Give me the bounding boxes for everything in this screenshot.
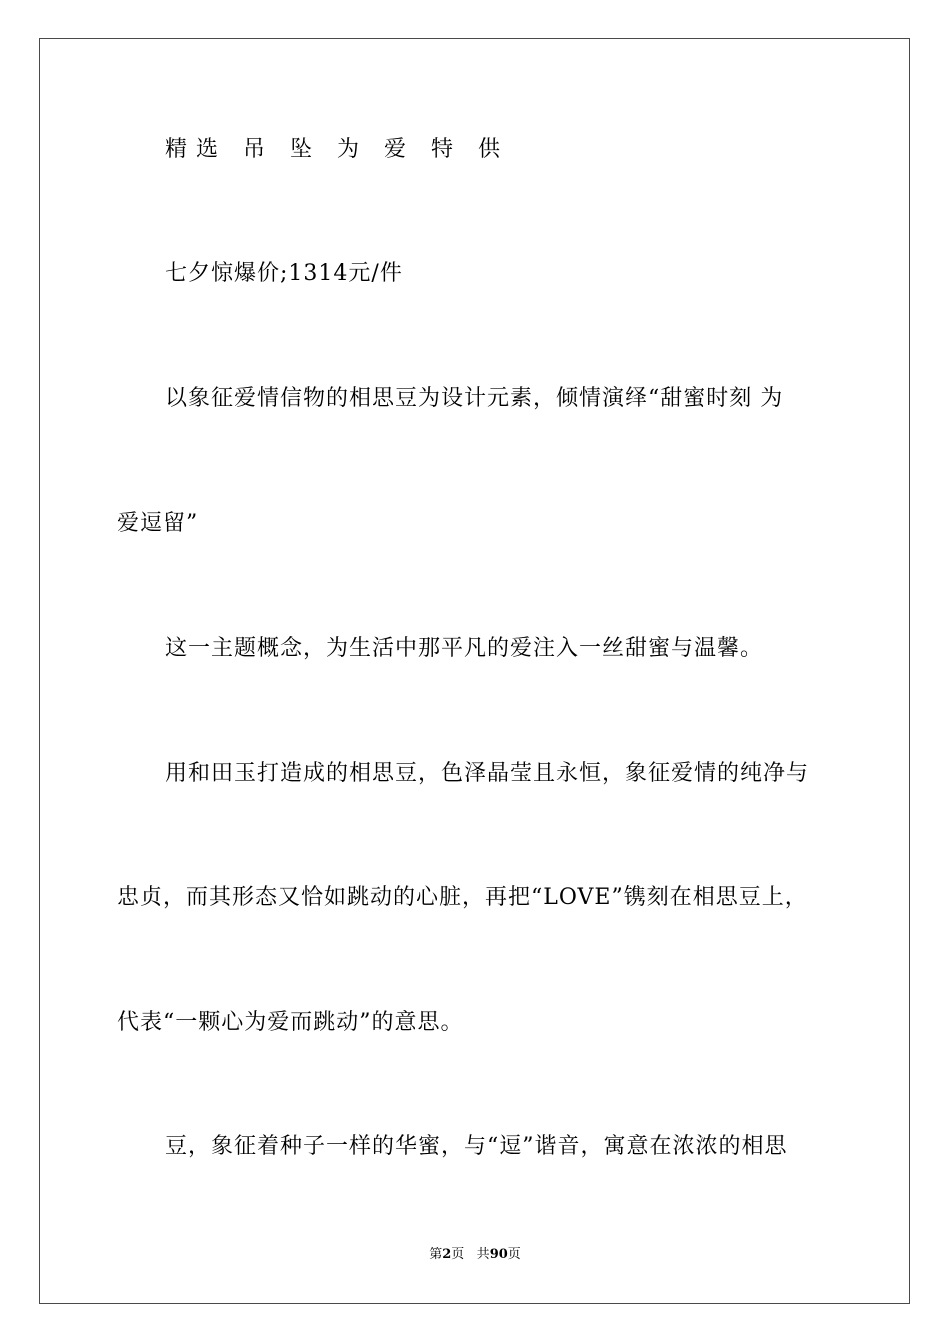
footer-total-suffix: 页 xyxy=(507,1247,521,1262)
page-footer xyxy=(0,1246,950,1264)
total-pages-number: 90 xyxy=(489,1247,508,1262)
footer-prefix: 第 xyxy=(429,1247,443,1262)
paragraph-line: 代表“一颗心为爱而跳动”的意思。 xyxy=(117,1010,464,1035)
current-page-number: 2 xyxy=(442,1247,452,1262)
paragraph-line: 用和田玉打造成的相思豆，色泽晶莹且永恒，象征爱情的纯净与 xyxy=(165,761,810,786)
paragraph-line: 七夕惊爆价;1314元/件 xyxy=(165,261,403,286)
paragraph-line: 精选 吊 坠 为 爱 特 供 xyxy=(165,137,509,162)
paragraph-line: 爱逗留” xyxy=(117,511,199,536)
paragraph-line: 豆，象征着种子一样的华蜜，与“逗”谐音，寓意在浓浓的相思 xyxy=(165,1134,788,1159)
page-border xyxy=(39,38,910,1304)
footer-total-prefix: 共 xyxy=(476,1247,490,1262)
paragraph-line: 以象征爱情信物的相思豆为设计元素，倾情演绎“甜蜜时刻 为 xyxy=(165,386,784,411)
paragraph-line: 这一主题概念，为生活中那平凡的爱注入一丝甜蜜与温馨。 xyxy=(165,636,764,661)
paragraph-line: 忠贞，而其形态又恰如跳动的心脏，再把“LOVE”镌刻在相思豆上， xyxy=(117,885,808,910)
footer-page-suffix: 页 xyxy=(451,1247,465,1262)
